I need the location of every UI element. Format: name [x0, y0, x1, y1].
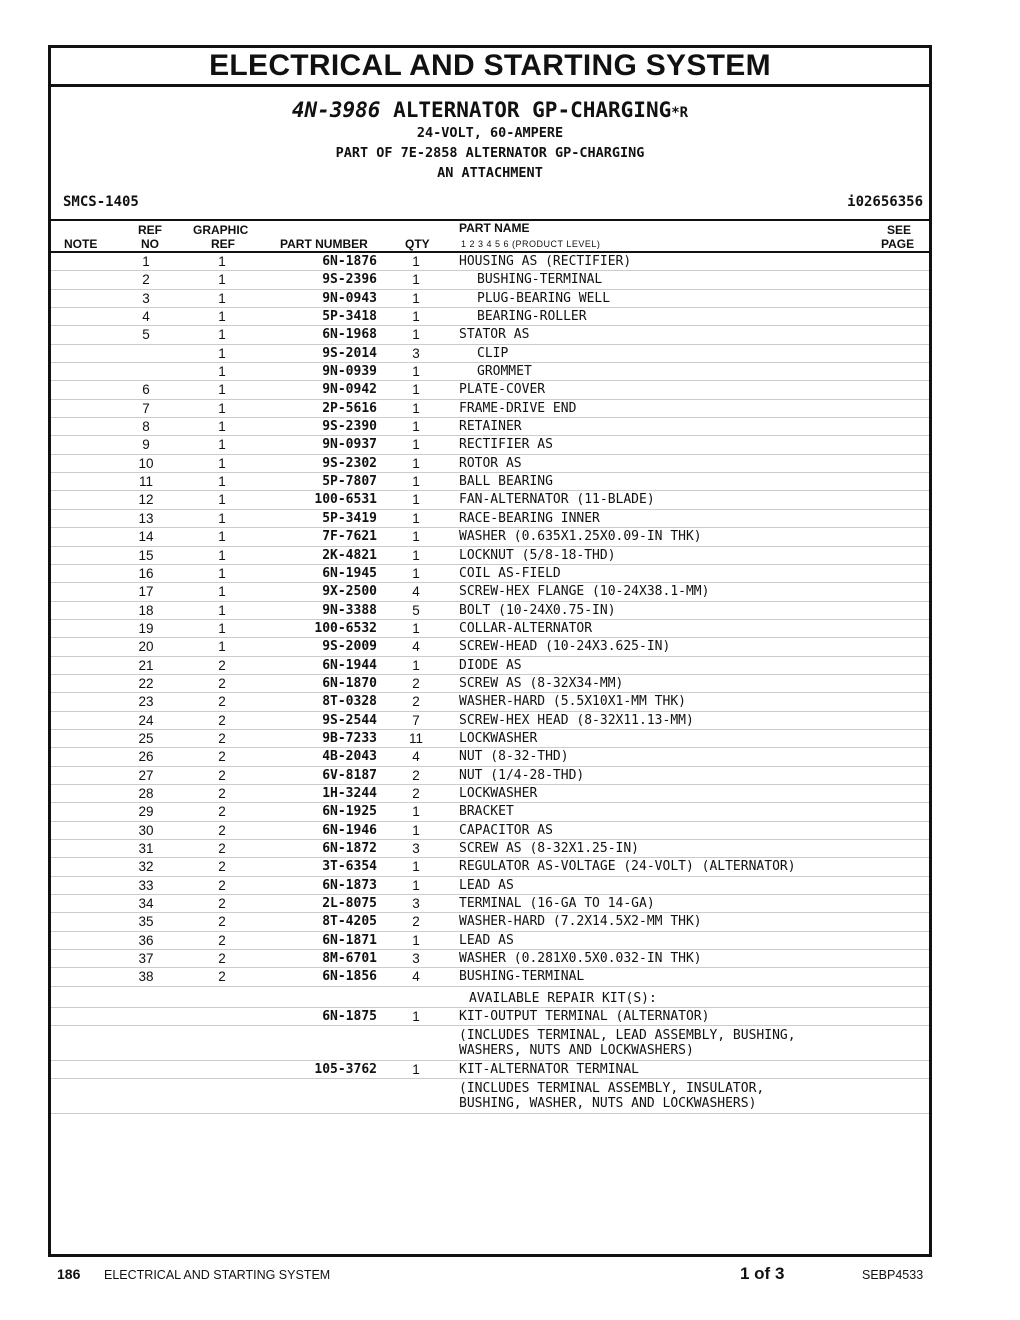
ref-no: 15 [138, 547, 154, 563]
part-name: BUSHING-TERMINAL [459, 969, 585, 985]
table-row [51, 730, 929, 748]
quantity: 2 [412, 767, 420, 783]
ref-no: 21 [138, 657, 154, 673]
part-number: 8T-0328 [322, 694, 377, 710]
graphic-ref: 1 [218, 474, 226, 490]
table-row [51, 785, 929, 803]
part-name: GROMMET [477, 364, 532, 380]
ref-no: 9 [142, 437, 150, 453]
table-row [51, 877, 929, 895]
part-number: 100-6532 [314, 620, 377, 636]
kit-part-number: 105-3762 [314, 1062, 377, 1078]
ref-no: 36 [138, 932, 154, 948]
graphic-ref: 1 [218, 382, 226, 398]
part-number: 6N-1873 [322, 877, 377, 893]
graphic-ref: 2 [218, 657, 226, 673]
part-name: PLATE-COVER [459, 382, 546, 398]
kit-row [51, 1008, 929, 1026]
part-number: 6N-1872 [322, 841, 377, 856]
quantity: 1 [412, 364, 420, 380]
part-name: COIL AS-FIELD [459, 565, 561, 581]
footer-page-number: 186 [57, 1266, 81, 1282]
part-name: SCREW-HEAD (10-24X3.625-IN) [459, 639, 671, 655]
ref-no: 8 [142, 419, 150, 435]
ref-no: 1 [142, 254, 150, 269]
graphic-ref: 2 [218, 896, 226, 912]
graphic-ref: 1 [218, 510, 226, 526]
ref-no: 20 [138, 639, 154, 655]
table-row [51, 767, 929, 785]
part-name: PLUG-BEARING WELL [477, 290, 611, 306]
table-row [51, 345, 929, 363]
ref-no: 19 [138, 620, 154, 636]
col-part-name: PART NAME [459, 221, 530, 235]
table-row [51, 271, 929, 289]
ref-no: 25 [138, 730, 154, 746]
graphic-ref: 2 [218, 969, 226, 985]
part-number: 2L-8075 [322, 896, 377, 912]
col-ref-top: REF [138, 223, 162, 237]
table-row [51, 583, 929, 601]
part-name: SCREW-HEX HEAD (8-32X11.13-MM) [459, 712, 694, 728]
graphic-ref: 1 [218, 584, 226, 600]
quantity: 1 [412, 290, 420, 306]
quantity: 3 [412, 951, 420, 967]
table-row [51, 638, 929, 656]
ref-no: 4 [142, 309, 150, 325]
part-number: 9S-2544 [322, 712, 377, 728]
part-number: 9S-2390 [322, 419, 377, 435]
col-qty: QTY [405, 237, 430, 251]
graphic-ref: 2 [218, 841, 226, 856]
graphic-ref: 2 [218, 932, 226, 948]
quantity: 4 [412, 584, 420, 600]
ref-no: 27 [138, 767, 154, 783]
graphic-ref: 1 [218, 345, 226, 361]
part-name: COLLAR-ALTERNATOR [459, 620, 593, 636]
ref-no: 5 [142, 327, 150, 343]
part-number: 6N-1925 [322, 804, 377, 820]
table-row [51, 418, 929, 436]
quantity: 1 [412, 657, 420, 673]
table-row [51, 932, 929, 950]
table-row [51, 822, 929, 840]
part-number: 6N-1945 [322, 565, 377, 581]
quantity: 1 [412, 382, 420, 398]
graphic-ref: 1 [218, 492, 226, 508]
part-name: DIODE AS [459, 657, 522, 673]
graphic-ref: 1 [218, 364, 226, 380]
part-name: BOLT (10-24X0.75-IN) [459, 602, 616, 618]
graphic-ref: 1 [218, 400, 226, 416]
quantity: 2 [412, 914, 420, 930]
part-number: 9N-0943 [322, 290, 377, 306]
part-name: BUSHING-TERMINAL [477, 272, 603, 288]
part-name: NUT (8-32-THD) [459, 749, 569, 765]
table-row [51, 308, 929, 326]
parts-page-frame [48, 45, 932, 1257]
graphic-ref: 2 [218, 914, 226, 930]
ref-no: 13 [138, 510, 154, 526]
part-name: LOCKWASHER [459, 730, 538, 746]
table-row [51, 712, 929, 730]
ref-no: 18 [138, 602, 154, 618]
part-name: HOUSING AS (RECTIFIER) [459, 254, 632, 269]
table-row [51, 748, 929, 766]
quantity: 2 [412, 675, 420, 691]
part-number: 9B-7233 [322, 730, 377, 746]
graphic-ref: 2 [218, 767, 226, 783]
part-name: REGULATOR AS-VOLTAGE (24-VOLT) (ALTERNATOR) [459, 859, 796, 875]
graphic-ref: 1 [218, 620, 226, 636]
part-name: WASHER-HARD (5.5X10X1-MM THK) [459, 694, 686, 710]
graphic-ref: 2 [218, 877, 226, 893]
part-name: WASHER-HARD (7.2X14.5X2-MM THK) [459, 914, 702, 930]
part-name: SCREW AS (8-32X34-MM) [459, 675, 624, 691]
quantity: 1 [412, 804, 420, 820]
graphic-ref: 1 [218, 547, 226, 563]
part-name: FRAME-DRIVE END [459, 400, 577, 416]
part-number: 7F-7621 [322, 529, 377, 545]
quantity: 2 [412, 785, 420, 801]
graphic-ref: 1 [218, 290, 226, 306]
page-footer [0, 1266, 1020, 1286]
quantity: 1 [412, 455, 420, 471]
part-number: 5P-3418 [322, 309, 377, 325]
part-name: LEAD AS [459, 932, 514, 948]
quantity: 1 [412, 437, 420, 453]
graphic-ref: 1 [218, 455, 226, 471]
part-name: SCREW AS (8-32X1.25-IN) [459, 841, 640, 856]
table-row [51, 675, 929, 693]
graphic-ref: 1 [218, 272, 226, 288]
quantity: 11 [408, 730, 423, 746]
ref-no: 30 [138, 822, 154, 838]
graphic-ref: 1 [218, 639, 226, 655]
kit-quantity: 1 [412, 1008, 420, 1024]
group-suffix: *R [671, 105, 689, 121]
col-graphic-top: GRAPHIC [193, 223, 249, 237]
table-row [51, 895, 929, 913]
kit-name: KIT-OUTPUT TERMINAL (ALTERNATOR) [459, 1008, 710, 1024]
graphic-ref: 2 [218, 675, 226, 691]
kit-note: (INCLUDES TERMINAL, LEAD ASSEMBLY, BUSHING, WASHERS, NUTS AND LOCKWASHERS) [459, 1028, 796, 1059]
part-number: 6N-1944 [322, 657, 377, 673]
smcs-row [51, 189, 929, 221]
graphic-ref: 1 [218, 565, 226, 581]
part-name: WASHER (0.635X1.25X0.09-IN THK) [459, 529, 702, 545]
col-product-levels: 1 2 3 4 5 6 (PRODUCT LEVEL) [461, 239, 601, 249]
ref-no: 16 [138, 565, 154, 581]
ref-no: 3 [142, 290, 150, 306]
ref-no: 23 [138, 694, 154, 710]
part-name: NUT (1/4-28-THD) [459, 767, 585, 783]
part-number: 9S-2302 [322, 455, 377, 471]
ref-no: 6 [142, 382, 150, 398]
ref-no: 34 [138, 896, 154, 912]
table-row [51, 547, 929, 565]
repair-kit-heading: AVAILABLE REPAIR KIT(S): [469, 990, 657, 1006]
part-name: BALL BEARING [459, 474, 553, 490]
part-number: 5P-3419 [322, 510, 377, 526]
ref-no: 12 [138, 492, 154, 508]
part-name: RETAINER [459, 419, 522, 435]
graphic-ref: 1 [218, 254, 226, 269]
footer-doc-id: SEBP4533 [862, 1268, 924, 1282]
table-row [51, 803, 929, 821]
group-part-number: 4N-3986 [291, 98, 381, 122]
part-name: LOCKNUT (5/8-18-THD) [459, 547, 616, 563]
table-row [51, 620, 929, 638]
col-see-bottom: PAGE [881, 237, 915, 251]
footer-section: ELECTRICAL AND STARTING SYSTEM [104, 1268, 331, 1282]
quantity: 1 [412, 510, 420, 526]
part-name: CLIP [477, 345, 509, 361]
illustration-id: i02656356 [847, 194, 923, 210]
part-name: RECTIFIER AS [459, 437, 553, 453]
part-number: 9S-2014 [322, 345, 377, 361]
quantity: 2 [412, 694, 420, 710]
graphic-ref: 1 [218, 529, 226, 545]
col-graphic-bottom: REF [211, 237, 235, 251]
ref-no: 2 [142, 272, 150, 288]
table-row [51, 326, 929, 344]
part-number: 9N-3388 [322, 602, 377, 618]
quantity: 1 [412, 309, 420, 325]
smcs-code: SMCS-1405 [63, 194, 139, 210]
part-number: 5P-7807 [322, 474, 377, 490]
col-see-top: SEE [887, 223, 912, 237]
kit-note-row [51, 1026, 929, 1061]
quantity: 1 [412, 474, 420, 490]
part-number: 9S-2396 [322, 272, 377, 288]
ref-no: 29 [138, 804, 154, 820]
table-row [51, 858, 929, 876]
graphic-ref: 2 [218, 859, 226, 875]
table-row [51, 950, 929, 968]
table-row [51, 253, 929, 271]
quantity: 7 [412, 712, 420, 728]
quantity: 4 [412, 969, 420, 985]
part-number: 6N-1871 [322, 932, 377, 948]
part-name: TERMINAL (16-GA TO 14-GA) [459, 896, 655, 912]
quantity: 1 [412, 400, 420, 416]
part-number: 3T-6354 [322, 859, 377, 875]
part-number: 6N-1968 [322, 327, 377, 343]
part-number: 9N-0939 [322, 364, 377, 380]
part-name: FAN-ALTERNATOR (11-BLADE) [459, 492, 655, 508]
part-name: LEAD AS [459, 877, 514, 893]
graphic-ref: 1 [218, 309, 226, 325]
graphic-ref: 2 [218, 730, 226, 746]
graphic-ref: 2 [218, 951, 226, 967]
kit-row [51, 1061, 929, 1079]
kit-note-row [51, 1079, 929, 1114]
ref-no: 38 [138, 969, 154, 985]
part-number: 8T-4205 [322, 914, 377, 930]
quantity: 1 [412, 254, 420, 269]
ref-no: 22 [138, 675, 154, 691]
part-number: 6N-1946 [322, 822, 377, 838]
part-number: 6N-1876 [322, 254, 377, 269]
ref-no: 24 [138, 712, 154, 728]
ref-no: 17 [138, 584, 154, 600]
part-name: CAPACITOR AS [459, 822, 553, 838]
part-name: LOCKWASHER [459, 785, 538, 801]
part-number: 100-6531 [314, 492, 377, 508]
group-subtitle-1: 24-VOLT, 60-AMPERE [416, 125, 564, 141]
table-row [51, 968, 929, 986]
part-number: 6N-1870 [322, 675, 377, 691]
part-number: 9X-2500 [322, 584, 377, 600]
quantity: 1 [412, 327, 420, 343]
table-row [51, 400, 929, 418]
kit-quantity: 1 [412, 1062, 420, 1078]
table-row [51, 510, 929, 528]
ref-no: 7 [142, 400, 150, 416]
table-row [51, 455, 929, 473]
part-number: 2K-4821 [322, 547, 377, 563]
quantity: 3 [412, 345, 420, 361]
quantity: 1 [412, 932, 420, 948]
table-row [51, 528, 929, 546]
ref-no: 35 [138, 914, 154, 930]
quantity: 1 [412, 565, 420, 581]
quantity: 1 [412, 529, 420, 545]
graphic-ref: 2 [218, 804, 226, 820]
repair-kits [51, 1008, 929, 1115]
ref-no: 10 [138, 455, 154, 471]
quantity: 4 [412, 639, 420, 655]
quantity: 1 [412, 492, 420, 508]
graphic-ref: 1 [218, 327, 226, 343]
table-row [51, 290, 929, 308]
table-row [51, 657, 929, 675]
kit-note: (INCLUDES TERMINAL ASSEMBLY, INSULATOR, BUSHING, WASHER, NUTS AND LOCKWASHERS) [459, 1081, 765, 1112]
quantity: 1 [412, 620, 420, 636]
ref-no: 26 [138, 749, 154, 765]
quantity: 5 [412, 602, 420, 618]
table-row [51, 602, 929, 620]
table-row [51, 381, 929, 399]
graphic-ref: 2 [218, 785, 226, 801]
table-row [51, 913, 929, 931]
part-name: ROTOR AS [459, 455, 522, 471]
part-name: BEARING-ROLLER [477, 309, 587, 325]
group-subtitle-3: AN ATTACHMENT [437, 165, 543, 181]
repair-kit-heading-row [51, 987, 929, 1008]
quantity: 1 [412, 272, 420, 288]
graphic-ref: 1 [218, 602, 226, 618]
part-number: 9S-2009 [322, 639, 377, 655]
col-part-number: PART NUMBER [280, 237, 368, 251]
part-number: 6V-8187 [322, 767, 377, 783]
graphic-ref: 2 [218, 712, 226, 728]
graphic-ref: 2 [218, 749, 226, 765]
col-note: NOTE [64, 237, 98, 251]
part-name: STATOR AS [459, 327, 530, 343]
ref-no: 31 [138, 841, 154, 856]
quantity: 3 [412, 841, 420, 856]
table-header [51, 221, 929, 253]
part-number: 6N-1856 [322, 969, 377, 985]
part-number: 1H-3244 [322, 785, 377, 801]
quantity: 1 [412, 547, 420, 563]
table-row [51, 565, 929, 583]
ref-no: 33 [138, 877, 154, 893]
parts-table-body [51, 253, 929, 987]
quantity: 1 [412, 822, 420, 838]
kit-name: KIT-ALTERNATOR TERMINAL [459, 1062, 640, 1078]
part-name: BRACKET [459, 804, 514, 820]
ref-no: 14 [138, 529, 154, 545]
quantity: 1 [412, 419, 420, 435]
graphic-ref: 2 [218, 694, 226, 710]
part-name: RACE-BEARING INNER [459, 510, 600, 526]
part-number: 9N-0937 [322, 437, 377, 453]
col-ref-bottom: NO [141, 237, 159, 251]
table-row [51, 436, 929, 454]
graphic-ref: 1 [218, 437, 226, 453]
part-number: 8M-6701 [322, 951, 377, 967]
table-row [51, 840, 929, 858]
part-number: 4B-2043 [322, 749, 377, 765]
table-row [51, 363, 929, 381]
group-title [51, 97, 929, 123]
part-number: 2P-5616 [322, 400, 377, 416]
part-name: SCREW-HEX FLANGE (10-24X38.1-MM) [459, 584, 710, 600]
table-row [51, 491, 929, 509]
quantity: 1 [412, 877, 420, 893]
graphic-ref: 1 [218, 419, 226, 435]
page-title: ELECTRICAL AND STARTING SYSTEM [51, 48, 929, 87]
ref-no: 11 [138, 474, 153, 490]
kit-part-number: 6N-1875 [322, 1008, 377, 1024]
table-row [51, 473, 929, 491]
ref-no: 28 [138, 785, 154, 801]
graphic-ref: 2 [218, 822, 226, 838]
ref-no: 32 [138, 859, 154, 875]
ref-no: 37 [138, 951, 154, 967]
group-name: ALTERNATOR GP-CHARGING [393, 98, 672, 122]
quantity: 1 [412, 859, 420, 875]
quantity: 4 [412, 749, 420, 765]
footer-sheet: 1 of 3 [740, 1264, 785, 1283]
table-row [51, 693, 929, 711]
quantity: 3 [412, 896, 420, 912]
part-name: WASHER (0.281X0.5X0.032-IN THK) [459, 951, 702, 967]
group-subtitle-2: PART OF 7E-2858 ALTERNATOR GP-CHARGING [335, 145, 645, 161]
part-number: 9N-0942 [322, 382, 377, 398]
